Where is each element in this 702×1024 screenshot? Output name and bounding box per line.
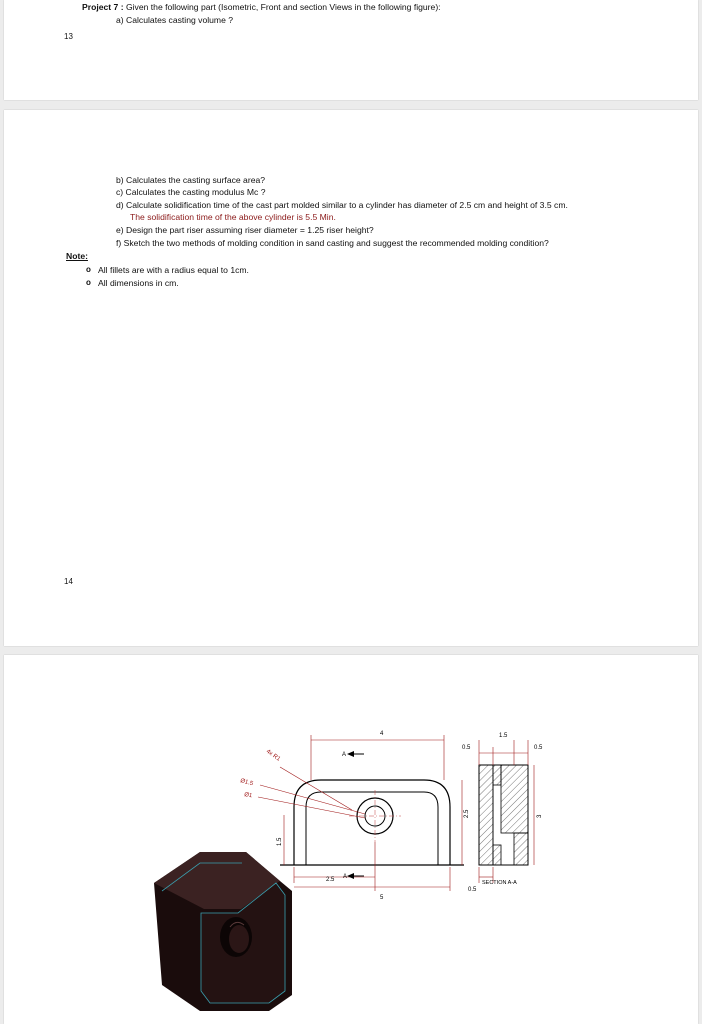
dim-section-top-left: 0.5 bbox=[462, 745, 471, 751]
dim-section-bottom: 0.5 bbox=[468, 887, 477, 893]
dim-section-height: 3 bbox=[537, 814, 543, 818]
page-2 bbox=[4, 110, 698, 646]
dim-fillet: 4x R1 bbox=[264, 748, 282, 763]
note-item-2: All dimensions in cm. bbox=[98, 278, 179, 288]
question-a: a) Calculates casting volume ? bbox=[116, 15, 234, 25]
dim-bottom-right: 5 bbox=[380, 895, 384, 901]
dim-dia-outer: Ø1.5 bbox=[239, 778, 254, 788]
note-item-1: All fillets are with a radius equal to 1cm. bbox=[98, 265, 249, 275]
project-prefix: Project 7 : bbox=[82, 2, 124, 12]
question-d-note: The solidification time of the above cylinder is 5.5 Min. bbox=[130, 212, 336, 222]
front-view bbox=[280, 780, 464, 865]
dim-bottom-left: 2.5 bbox=[326, 877, 335, 883]
dim-section-top-right: 0.5 bbox=[534, 745, 543, 751]
bullet-icon: o bbox=[86, 278, 91, 287]
project-title: Given the following part (Isometric, Front and section Views in the following figure): bbox=[125, 2, 441, 12]
bullet-icon: o bbox=[86, 265, 91, 274]
isometric-view bbox=[154, 852, 292, 1011]
dim-height-left: 1.5 bbox=[277, 837, 283, 846]
section-view bbox=[479, 765, 528, 865]
page-3 bbox=[4, 655, 698, 1024]
project-heading bbox=[82, 2, 441, 13]
note-heading: Note: bbox=[66, 251, 88, 261]
engineering-drawing bbox=[4, 655, 698, 1024]
question-b: b) Calculates the casting surface area? bbox=[116, 175, 266, 185]
dim-section-top-mid: 1.5 bbox=[499, 733, 508, 739]
section-label: SECTION A-A bbox=[482, 880, 517, 886]
question-d: d) Calculate solidification time of the cast part molded similar to a cylinder has diameter of 2.5 cm and height of 3.5 cm. bbox=[116, 200, 568, 210]
question-c: c) Calculates the casting modulus Mc ? bbox=[116, 187, 266, 197]
dim-dia-inner: Ø1 bbox=[243, 792, 253, 800]
page-number-14: 14 bbox=[64, 577, 73, 586]
page-1 bbox=[4, 0, 698, 100]
section-mark-top: A bbox=[342, 752, 347, 758]
section-mark-bottom: A bbox=[343, 874, 348, 880]
question-e: e) Design the part riser assuming riser diameter = 1.25 riser height? bbox=[116, 225, 374, 235]
page-number-13: 13 bbox=[64, 32, 73, 41]
dim-height-right: 2.5 bbox=[464, 809, 470, 818]
front-view-dimensions bbox=[258, 735, 462, 891]
dim-width-top: 4 bbox=[380, 731, 384, 737]
question-f: f) Sketch the two methods of molding condition in sand casting and suggest the recommended molding condition? bbox=[116, 238, 549, 248]
